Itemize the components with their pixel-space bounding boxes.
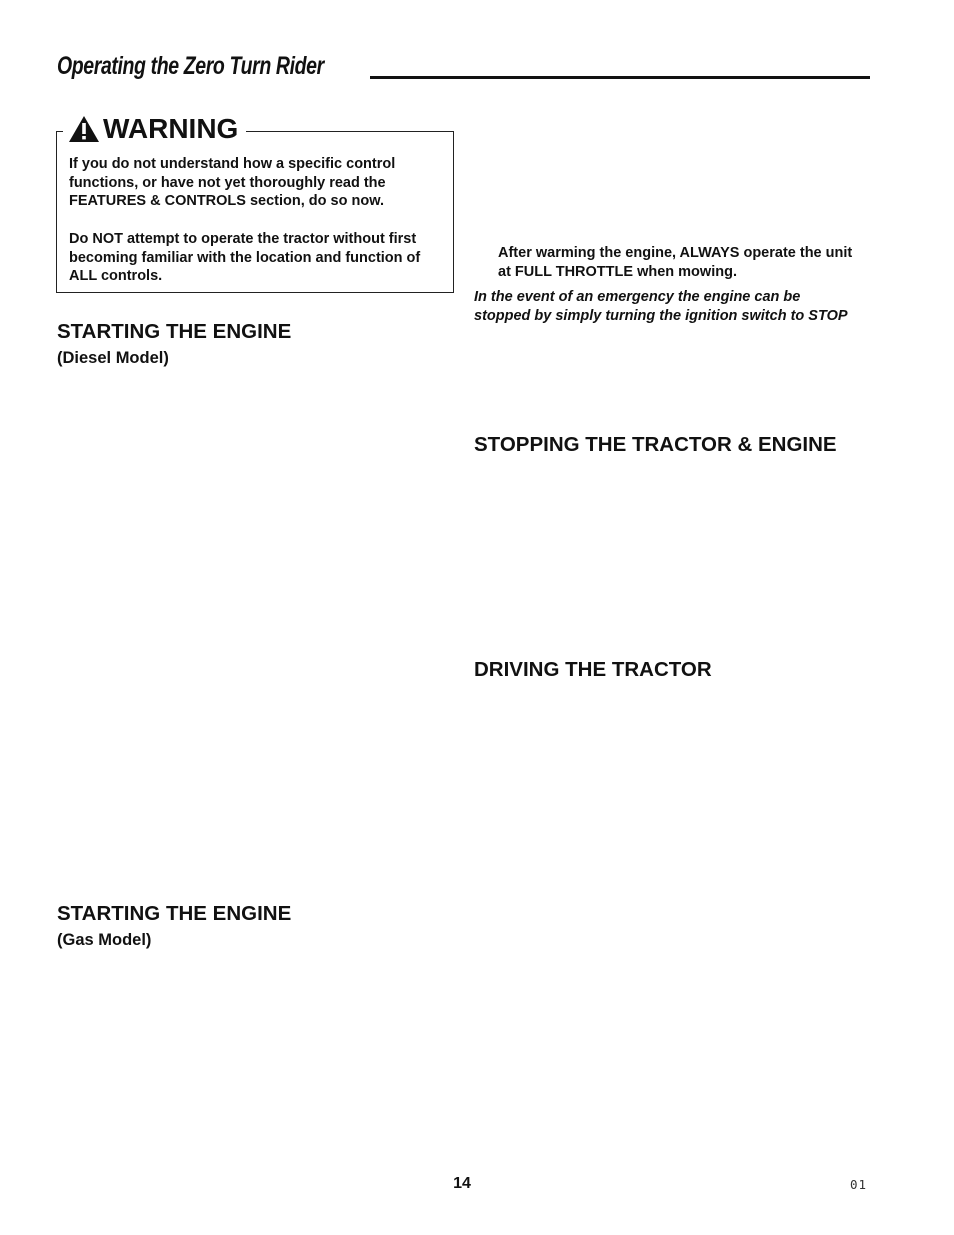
warning-word: WARNING [103,113,239,144]
emergency-note: In the event of an emergency the engine can be stopped by simply turning the ignition switch to STOP [474,289,848,324]
warning-paragraph-2: Do NOT attempt to operate the tractor without first becoming familiar with the location and function of ALL controls. [69,231,421,284]
page-header-title: Operating the Zero Turn Rider [57,52,324,80]
warning-label [63,112,246,146]
heading-stopping-tractor-engine: STOPPING THE TRACTOR & ENGINE [474,433,837,456]
heading-starting-engine-diesel: STARTING THE ENGINE [57,320,292,343]
heading-driving-tractor: DRIVING THE TRACTOR [474,658,712,681]
warning-paragraph-1: If you do not understand how a specific control functions, or have not yet thoroughly read the FEATURES & CONTROLS section, do so now. [69,156,396,209]
throttle-note: After warming the engine, ALWAYS operate the unit at FULL THROTTLE when mowing. [498,245,853,280]
subheading-gas-model: (Gas Model) [57,931,152,949]
warning-triangle-icon [67,114,101,144]
subheading-diesel-model: (Diesel Model) [57,349,169,367]
heading-starting-engine-gas: STARTING THE ENGINE [57,902,292,925]
page-code: 01 [850,1177,868,1192]
header-rule [370,76,870,79]
page-number: 14 [453,1175,471,1192]
